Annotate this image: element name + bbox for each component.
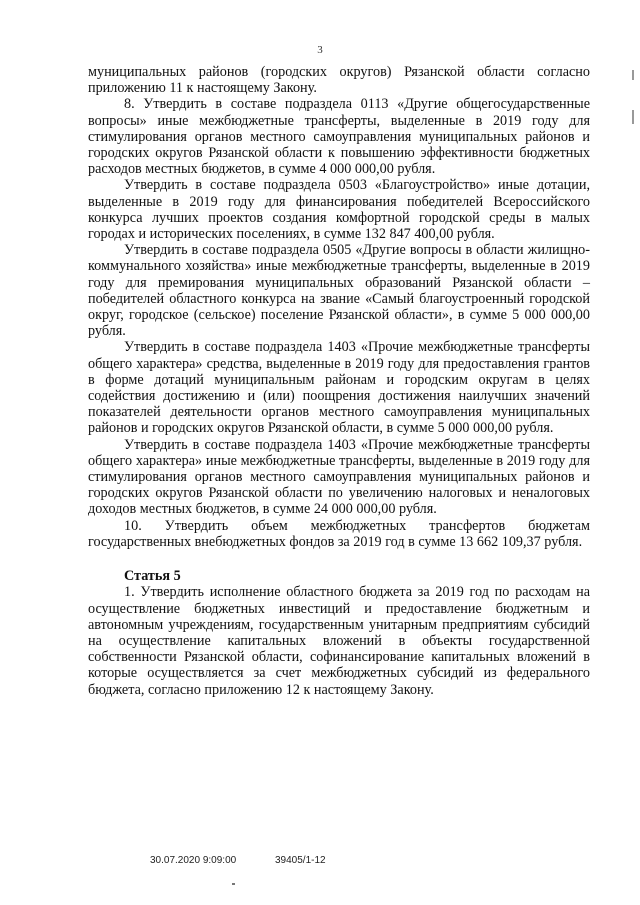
paragraph-subsection-1403-grants: Утвердить в составе подраздела 1403 «Прочие межбюджетные трансферты общего характера» средства, выделенные в 2019 году для предоставления грантов в форме дотаций муниципальным районам и городским округам в целях содействия достижению и (или) поощрения достижения наилучших значений показателей деятельности органов местного самоуправления муниципальных районов и городских округов Рязанской области, в сумме 5 000 000,00 рубля. <box>88 339 590 437</box>
footer <box>150 855 362 866</box>
paragraph-subsection-0505: Утвердить в составе подраздела 0505 «Другие вопросы в области жилищно-коммунального хозяйства» иные межбюджетные трансферты, выделенные в 2019 году для премирования муниципальных образований Рязанской области – победителей областного конкурса на звание «Самый благоустроенный городской округ, городское (сельское) поселение Рязанской области», в сумме 5 000 000,00 рубля. <box>88 242 590 340</box>
footer-document-id: 39405/1-12 <box>274 855 326 866</box>
paragraph-subsection-1403-transfers: Утвердить в составе подраздела 1403 «Прочие межбюджетные трансферты общего характера» иные межбюджетные трансферты, выделенные в 2019 году для стимулирования органов местного самоуправления муниципальных районов и городских округов Рязанской области по увеличению налоговых и неналоговых доходов местных бюджетов, в сумме 24 000 000,00 рубля. <box>88 436 590 518</box>
scan-dot <box>232 883 235 885</box>
scan-edge-mark <box>632 70 634 80</box>
footer-timestamp: 30.07.2020 9:09:00 <box>150 855 237 866</box>
document-body <box>88 64 590 698</box>
page-number: 3 <box>317 44 323 56</box>
scan-edge-mark <box>632 110 634 124</box>
paragraph-item-10: 10. Утвердить объем межбюджетных трансфертов бюджетам государственных внебюджетных фондов за 2019 год в сумме 13 662 109,37 рубля. <box>88 517 590 550</box>
paragraph-continuation: муниципальных районов (городских округов) Рязанской области согласно приложению 11 к настоящему Закону. <box>88 64 590 97</box>
article-heading: Статья 5 <box>124 568 181 585</box>
paragraph-subsection-0503: Утвердить в составе подраздела 0503 «Благоустройство» иные дотации, выделенные в 2019 году для финансирования победителей Всероссийского конкурса лучших проектов создания комфортной городской среды в малых городах и исторических поселениях, в сумме 132 847 400,00 рубля. <box>88 177 590 243</box>
paragraph-item-8: 8. Утвердить в составе подраздела 0113 «Другие общегосударственные вопросы» иные межбюджетные трансферты, выделенные в 2019 году для стимулирования органов местного самоуправления муниципальных районов и городских округов Рязанской области к повышению эффективности бюджетных расходов местных бюджетов, в сумме 4 000 000,00 рубля. <box>88 96 590 178</box>
spacer <box>88 550 590 558</box>
paragraph-article5-item-1: 1. Утвердить исполнение областного бюджета за 2019 год по расходам на осуществление бюджетных инвестиций и предоставление бюджетным и автономным учреждениям, государственным унитарным предприятиям субсидий на осуществление капитальных вложений в объекты государственной собственности Рязанской области, софинансирование капитальных вложений в которые осуществляется за счет межбюджетных субсидий из федерального бюджета, согласно приложению 12 к настоящему Закону. <box>88 584 590 698</box>
